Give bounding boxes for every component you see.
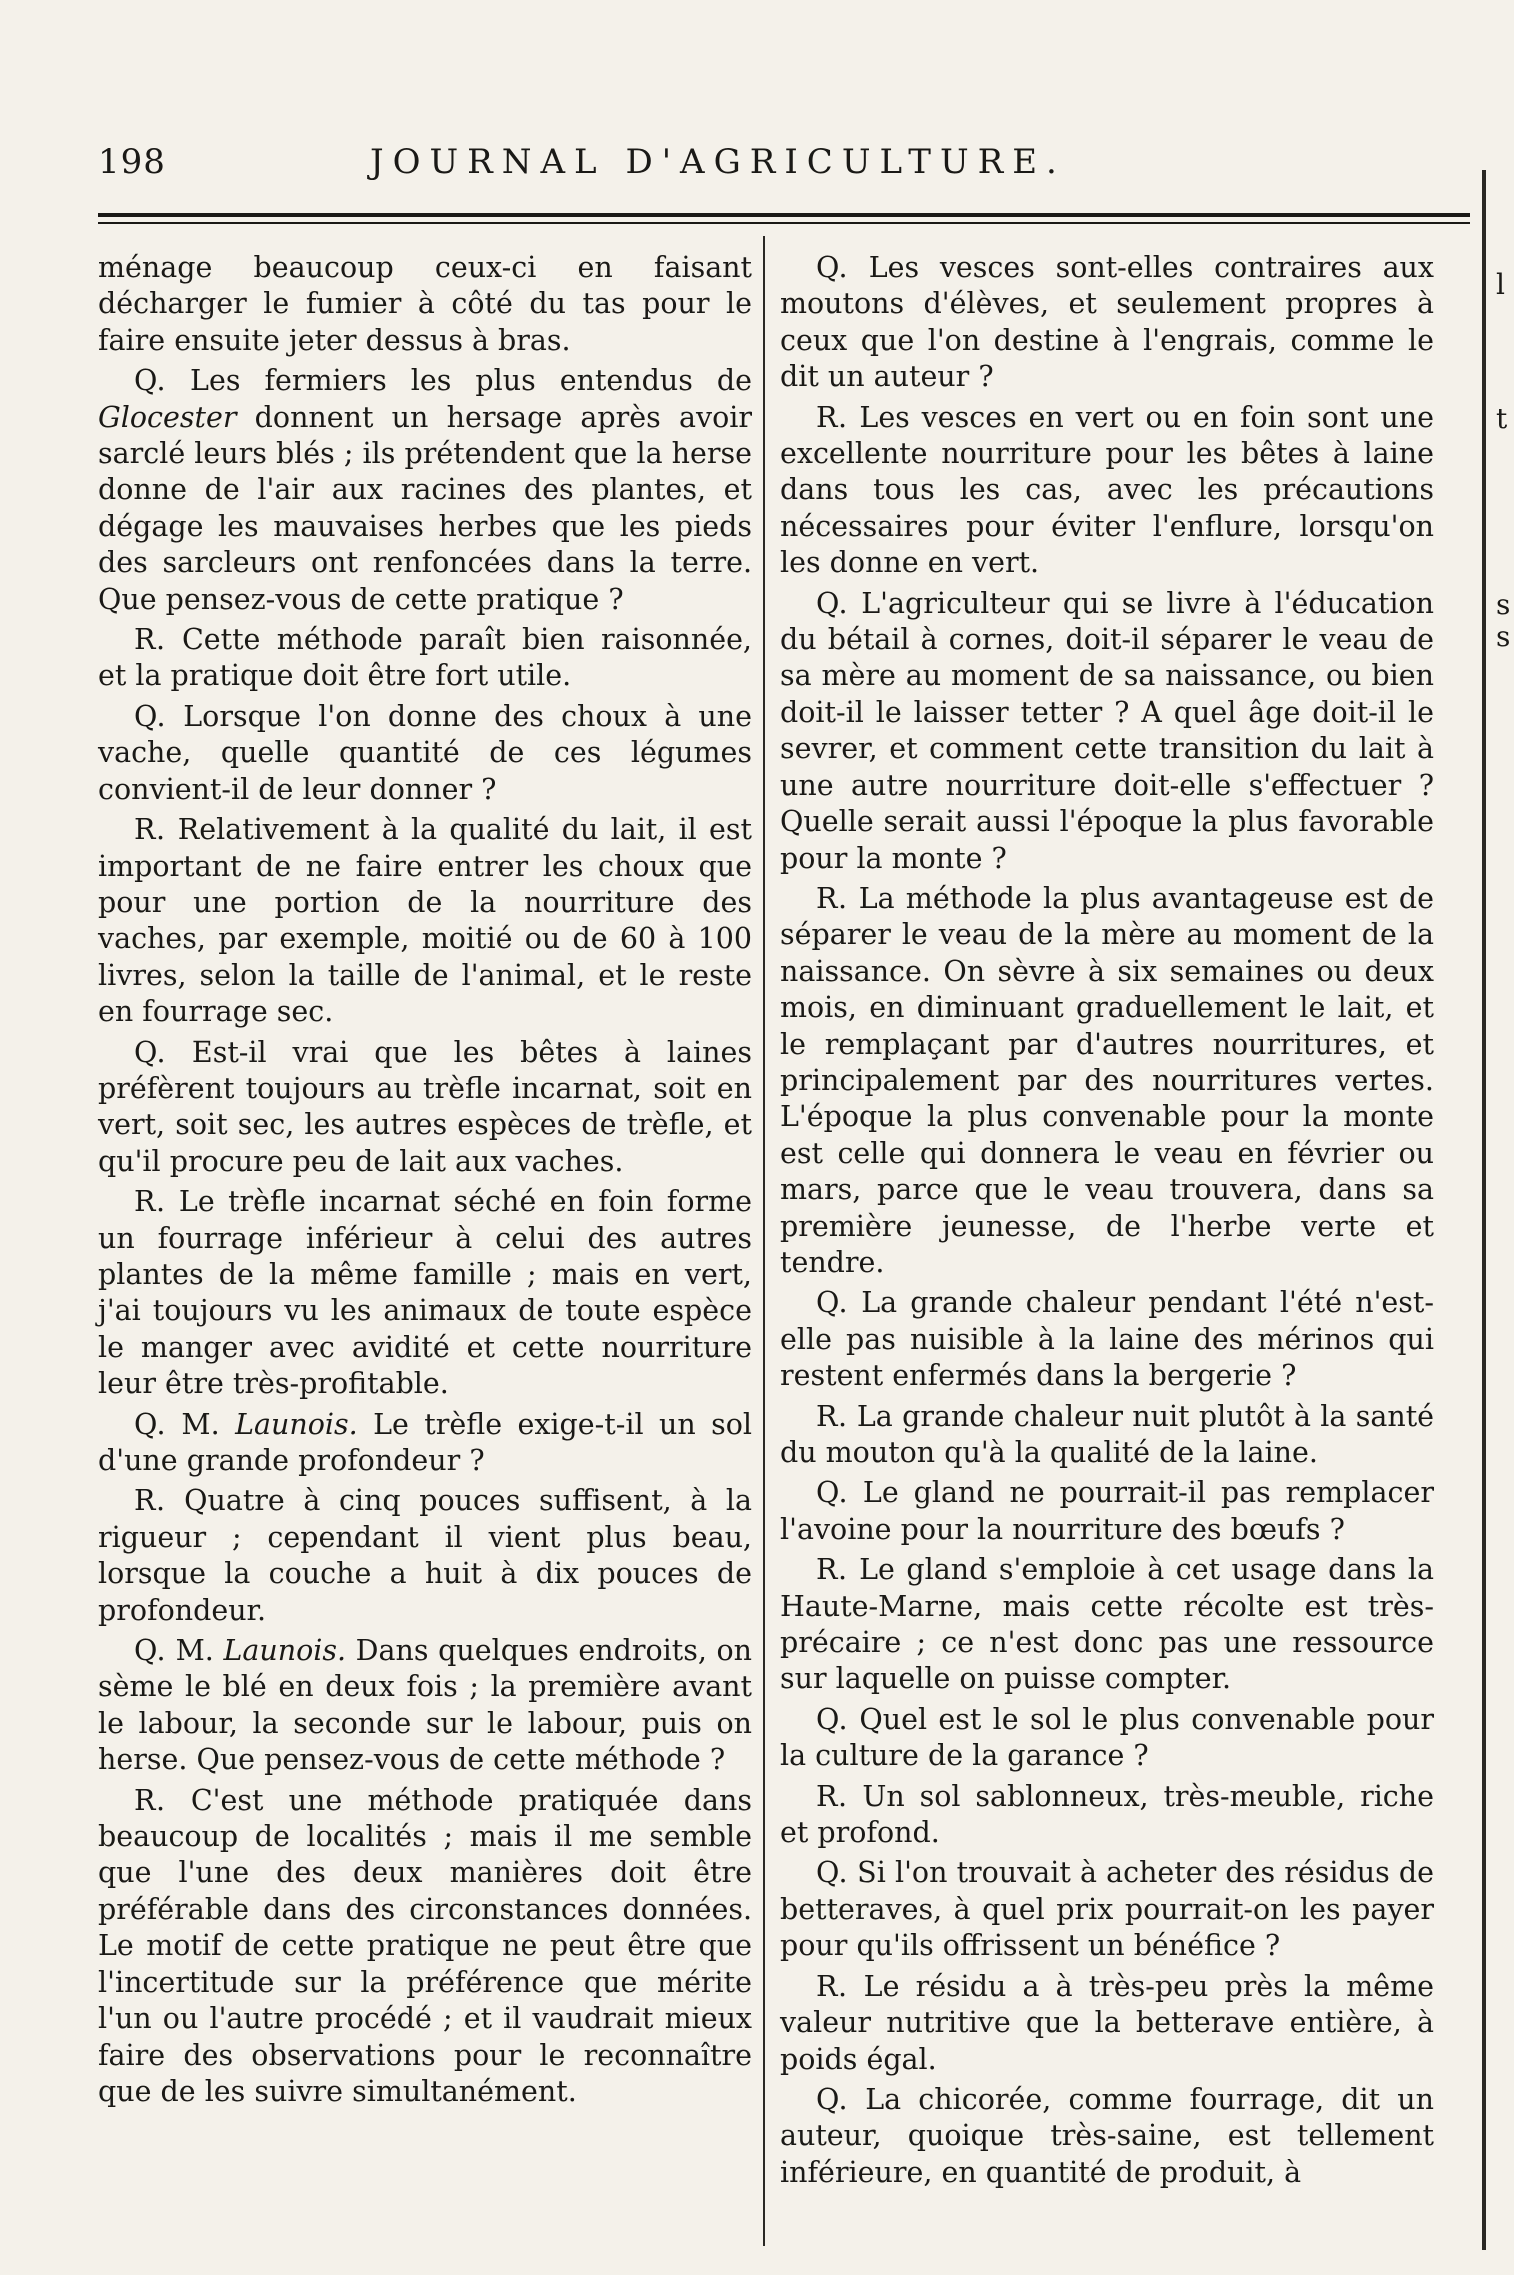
answer-label: R. (134, 623, 166, 657)
column-divider (763, 236, 765, 2246)
header-rule-thick (98, 213, 1470, 217)
question-label: Q. (134, 1035, 167, 1069)
right-column (780, 250, 1434, 2195)
margin-mark: l (1496, 268, 1505, 301)
question-label: Q. (816, 1476, 849, 1510)
left-column (98, 250, 752, 2114)
paragraph-text: Les vesces en vert ou en foin sont une excellente nourriture pour les bêtes à laine dans tous les cas, avec les précautions nécessaires pour éviter l'enflure, lorsqu'on les donne en vert. (780, 400, 1434, 580)
paragraph-text: La chicorée, comme fourrage, dit un auteur, quoique très-saine, est tellement inférieure, en quantité de produit, à (780, 2082, 1434, 2189)
answer-label: R. (816, 400, 848, 434)
italic-name: Launois. (235, 1407, 358, 1441)
answer-label: R. (816, 881, 848, 915)
question-paragraph (98, 363, 752, 618)
answer-paragraph (98, 812, 752, 1030)
question-paragraph (98, 1633, 752, 1779)
answer-paragraph (780, 1969, 1434, 2078)
answer-label: R. (134, 1783, 166, 1817)
answer-label: R. (816, 1399, 848, 1433)
running-title: JOURNAL D'AGRICULTURE. (370, 142, 1066, 182)
answer-paragraph (98, 622, 752, 695)
question-label: Q. (816, 2082, 849, 2116)
paragraph-text: Si l'on trouvait à acheter des résidus de betteraves, à quel prix pourrait-on les payer pour qu'ils offrissent un bénéfice ? (780, 1856, 1434, 1963)
paragraph-text: Un sol sablonneux, très-meuble, riche et profond. (780, 1779, 1434, 1850)
margin-mark: s (1496, 620, 1511, 653)
question-paragraph (780, 2082, 1434, 2191)
italic-name: Launois. (223, 1634, 347, 1668)
paragraph-text: Est-il vrai que les bêtes à laines préfèrent toujours au trèfle incarnat, soit en vert, soit sec, les autres espèces de trèfle, et qu'il procure peu de lait aux vaches. (98, 1035, 752, 1178)
paragraph-text: Les vesces sont-elles contraires aux moutons d'élèves, et seulement propres à ceux que l'on destine à l'engrais, comme le dit un auteur ? (780, 251, 1434, 394)
question-paragraph (780, 1702, 1434, 1775)
paragraph-text: Quatre à cinq pouces suffisent, à la rigueur ; cependant il vient plus beau, lorsque la couche a huit à dix pouces de profondeur. (98, 1484, 752, 1627)
answer-paragraph (98, 1783, 752, 2111)
question-paragraph (780, 1475, 1434, 1548)
page-edge-line (1482, 170, 1486, 2250)
question-paragraph (98, 699, 752, 808)
paragraph-text: Le trèfle incarnat séché en foin forme un fourrage inférieur à celui des autres plantes de la même famille ; mais en vert, j'ai toujours vu les animaux de toute espèce le manger avec avidité et cette nourriture leur être très-profitable. (98, 1185, 752, 1401)
paragraph-prefix: M. (175, 1634, 224, 1668)
margin-mark: s (1496, 588, 1511, 621)
paragraph-text: Quel est le sol le plus convenable pour la culture de la garance ? (780, 1702, 1434, 1773)
question-label: Q. (816, 1286, 849, 1320)
question-label: Q. (134, 1634, 167, 1668)
paragraph-text: Dans quelques endroits, on sème le blé en deux fois ; la première avant le labour, la seconde sur le labour, puis on herse. Que pensez-vous de cette méthode ? (98, 1634, 753, 1777)
question-paragraph (780, 1285, 1434, 1394)
margin-mark: t (1496, 402, 1508, 435)
question-label: Q. (134, 364, 167, 398)
question-paragraph (780, 1855, 1434, 1964)
paragraph-prefix: M. (181, 1407, 236, 1441)
paragraph-text: ménage beaucoup ceux-ci en faisant décharger le fumier à côté du tas pour le faire ensuite jeter dessus à bras. (98, 251, 752, 357)
question-label: Q. (816, 251, 849, 284)
question-paragraph (98, 1035, 752, 1181)
answer-paragraph (780, 1552, 1434, 1698)
answer-label: R. (816, 1553, 848, 1587)
answer-label: R. (816, 1969, 848, 2003)
italic-name: Glocester (98, 400, 237, 434)
question-paragraph (780, 250, 1434, 396)
answer-paragraph (780, 400, 1434, 582)
answer-paragraph (780, 1779, 1434, 1852)
continued-paragraph (98, 250, 752, 359)
paragraph-text: Le trèfle exige-t-il un sol d'une grande profondeur ? (98, 1407, 753, 1477)
page-number: 198 (98, 142, 166, 182)
paragraph-prefix: Les fermiers les plus entendus de (190, 364, 752, 398)
answer-paragraph (98, 1483, 752, 1629)
paragraph-text: donnent un hersage après avoir sarclé leurs blés ; ils prétendent que la herse donne de l'air aux racines des plantes, et dégage les mauvaises herbes que les pieds des sarcleurs ont renfoncées dans la terre. Que pensez-vous de cette pratique ? (98, 400, 752, 616)
question-paragraph (780, 586, 1434, 877)
paragraph-text: Le gland s'emploie à cet usage dans la Haute-Marne, mais cette récolte est très-précaire ; ce n'est donc pas une ressource sur laquelle on puisse compter. (780, 1553, 1435, 1696)
paragraph-text: La grande chaleur nuit plutôt à la santé du mouton qu'à la qualité de la laine. (780, 1399, 1435, 1469)
question-label: Q. (816, 1702, 849, 1736)
answer-label: R. (134, 1484, 166, 1518)
paragraph-text: Le gland ne pourrait-il pas remplacer l'avoine pour la nourriture des bœufs ? (780, 1476, 1434, 1546)
answer-label: R. (816, 1779, 848, 1813)
paragraph-text: Le résidu a à très-peu près la même valeur nutritive que la betterave entière, à poids égal. (780, 1969, 1434, 2076)
question-label: Q. (134, 1407, 167, 1441)
question-label: Q. (816, 586, 849, 620)
paragraph-text: La méthode la plus avantageuse est de séparer le veau de la mère au moment de la naissance. On sèvre à six semaines ou deux mois, en diminuant graduellement le lait, et le remplaçant par d'autres nourritures, et principalement par des nourritures vertes. L'époque la plus convenable pour la monte est celle qui donnera le veau en février ou mars, parce que le veau trouvera, dans sa première jeunesse, de l'herbe verte et tendre. (780, 881, 1434, 1279)
paragraph-text: Cette méthode paraît bien raisonnée, et la pratique doit être fort utile. (98, 623, 752, 693)
header-rule-thin (98, 222, 1470, 224)
paragraph-text: Lorsque l'on donne des choux à une vache, quelle quantité de ces légumes convient-il de leur donner ? (98, 699, 752, 806)
paragraph-text: La grande chaleur pendant l'été n'est-elle pas nuisible à la laine des mérinos qui restent enfermés dans la bergerie ? (780, 1286, 1435, 1393)
question-paragraph (98, 1407, 752, 1480)
answer-paragraph (98, 1184, 752, 1402)
paragraph-text: C'est une méthode pratiquée dans beaucoup de localités ; mais il me semble que l'une des deux manières doit être préférable dans des circonstances données. Le motif de cette pratique ne peut être que l'incertitude sur la préférence que mérite l'un ou l'autre procédé ; et il vaudrait mieux faire des observations pour le reconnaître que de les suivre simultanément. (98, 1783, 753, 2108)
question-label: Q. (134, 699, 167, 733)
answer-paragraph (780, 1399, 1434, 1472)
paragraph-text: L'agriculteur qui se livre à l'éducation du bétail à cornes, doit-il séparer le veau de sa mère au moment de sa naissance, ou bien doit-il le laisser tetter ? A quel âge doit-il le sevrer, et comment cette transition du lait à une autre nourriture doit-elle s'effectuer ? Quelle serait aussi l'époque la plus favorable pour la monte ? (780, 586, 1435, 875)
answer-label: R. (134, 1185, 166, 1219)
question-label: Q. (816, 1856, 849, 1890)
answer-label: R. (134, 813, 166, 847)
answer-paragraph (780, 881, 1434, 1281)
paragraph-text: Relativement à la qualité du lait, il est important de ne faire entrer les choux que pour une portion de la nourriture des vaches, par exemple, moitié ou de 60 à 100 livres, selon la taille de l'animal, et le reste en fourrage sec. (98, 813, 753, 1029)
